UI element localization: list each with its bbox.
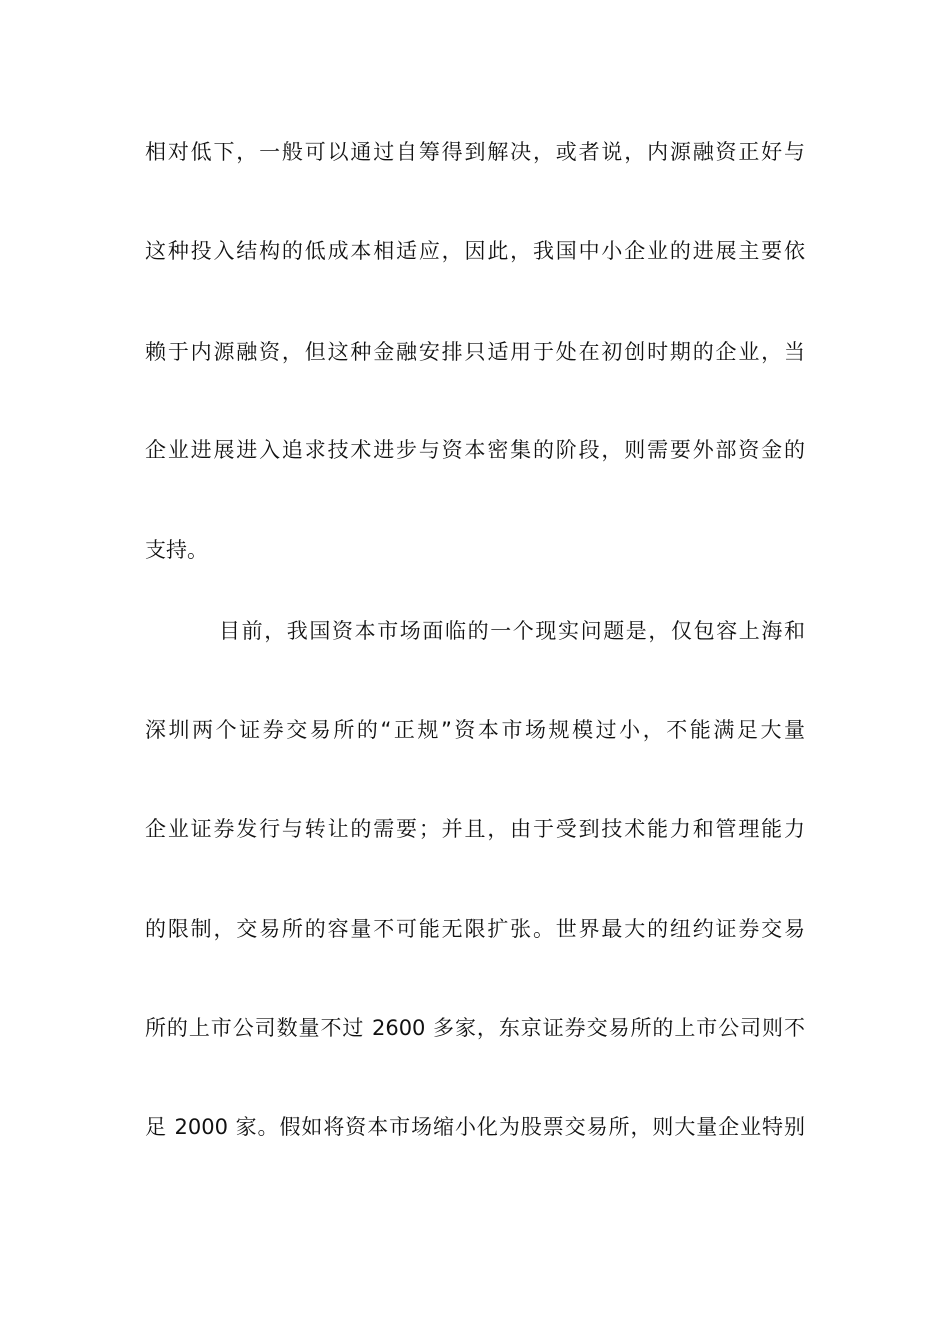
paragraph-line: 赖于内源融资，但这种金融安排只适用于处在初创时期的企业，当	[145, 340, 805, 364]
paragraph-line: 企业进展进入追求技术进步与资本密集的阶段，则需要外部资金的	[145, 438, 805, 462]
paragraph-line: 这种投入结构的低成本相适应，因此，我国中小企业的进展主要依	[145, 239, 805, 263]
paragraph-line: 企业证券发行与转让的需要；并且，由于受到技术能力和管理能力	[145, 817, 805, 841]
paragraph-line: 相对低下，一般可以通过自筹得到解决，或者说，内源融资正好与	[145, 140, 805, 164]
paragraph-line: 的限制，交易所的容量不可能无限扩张。世界最大的纽约证券交易	[145, 917, 805, 941]
paragraph-line: 目前，我国资本市场面临的一个现实问题是，仅包容上海和	[219, 619, 805, 643]
paragraph-line: 所的上市公司数量不过 2600 多家，东京证券交易所的上市公司则不	[145, 1016, 805, 1040]
paragraph-line: 足 2000 家。假如将资本市场缩小化为股票交易所，则大量企业特别	[145, 1115, 805, 1139]
paragraph-line: 深圳两个证券交易所的“正规”资本市场规模过小，不能满足大量	[145, 718, 805, 742]
paragraph-line: 支持。	[145, 538, 208, 562]
